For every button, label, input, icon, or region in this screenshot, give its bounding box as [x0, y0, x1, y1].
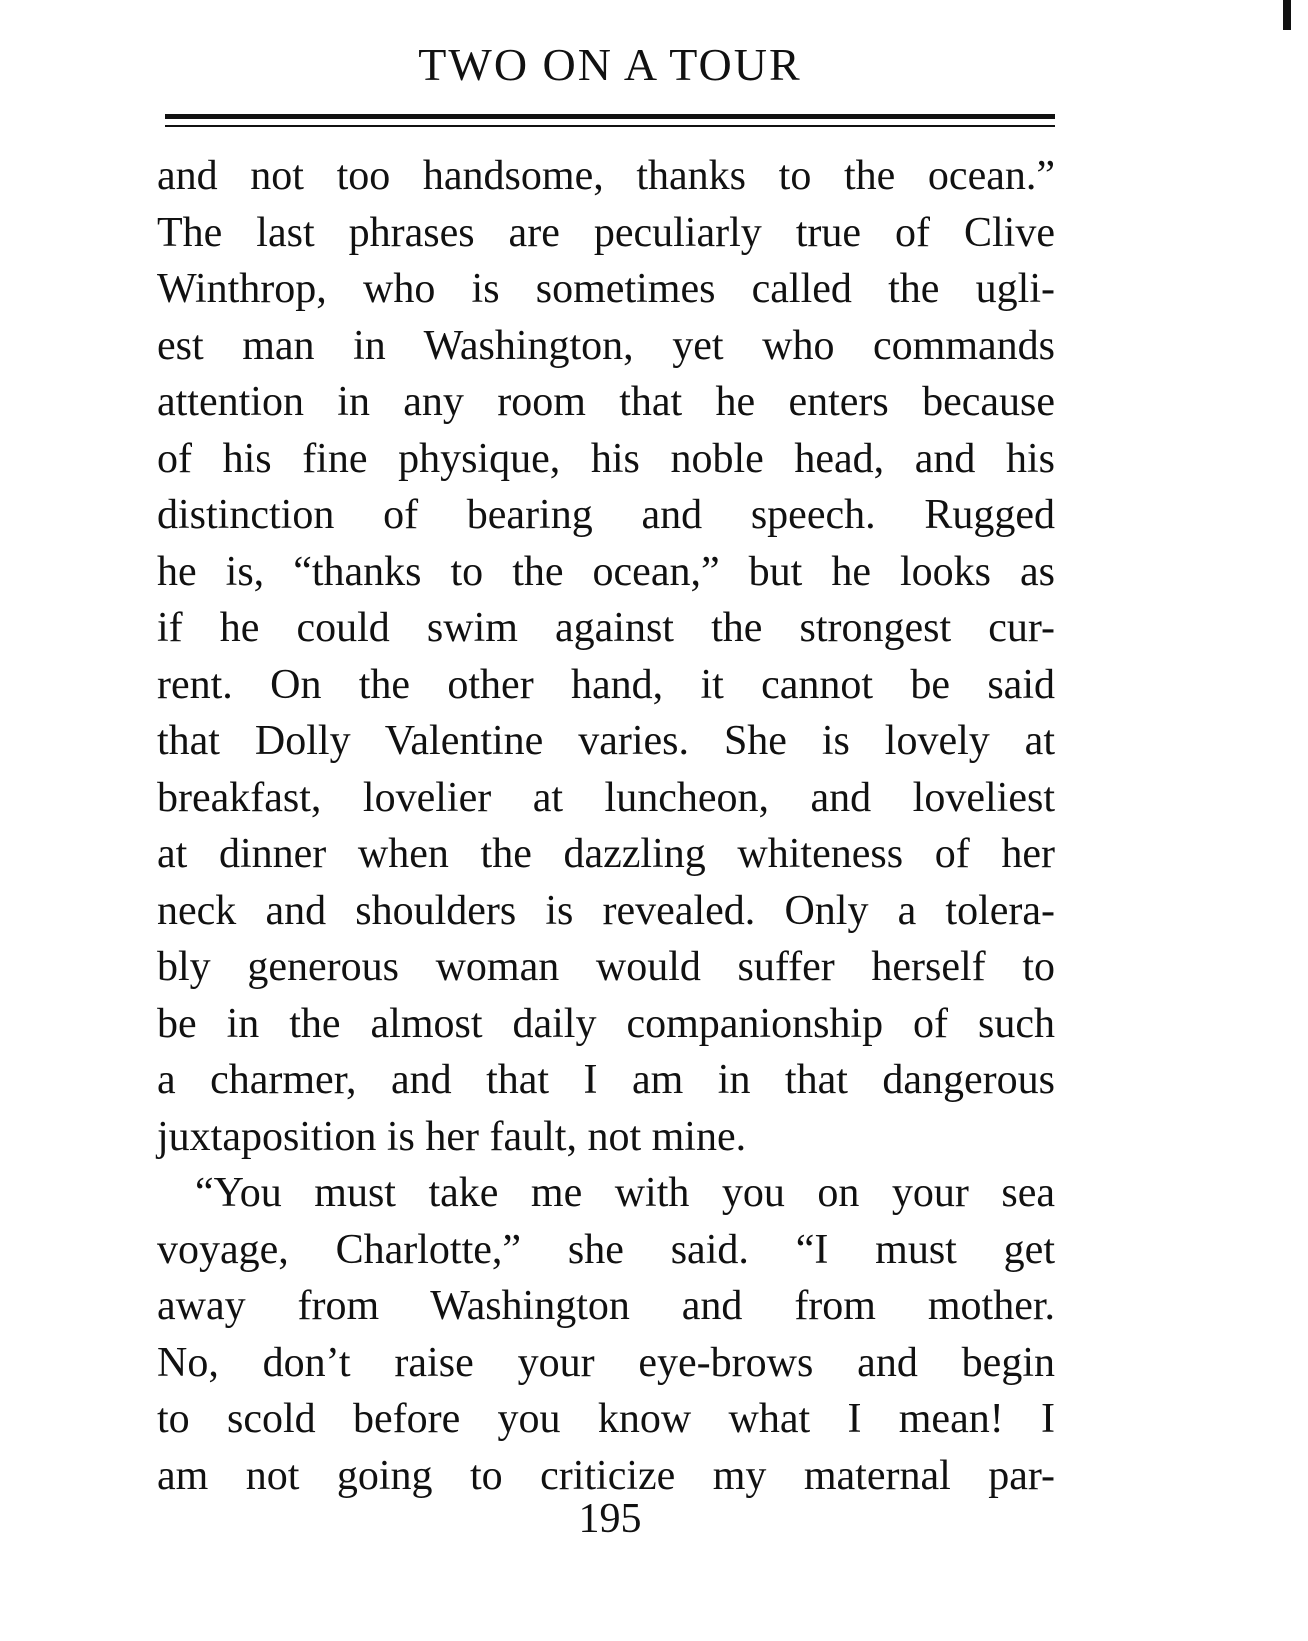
text-line: away from Washington and from mother. — [157, 1283, 1055, 1329]
header-rule-thin — [165, 125, 1055, 127]
page-number: 195 — [578, 1496, 642, 1542]
text-line: rent. On the other hand, it cannot be said — [157, 661, 1055, 708]
text-line: be in the almost daily companionship of such — [157, 1000, 1055, 1047]
text-line: est man in Washington, yet who commands — [157, 322, 1055, 369]
text-line: and not too handsome, thanks to the ocean.” — [157, 153, 1055, 199]
running-head: TWO ON A TOUR — [418, 39, 802, 90]
text-line: of his fine physique, his noble head, and his — [157, 435, 1055, 482]
header-rule-thick — [165, 114, 1055, 119]
text-line: if he could swim against the strongest cur- — [157, 605, 1055, 651]
text-line: Winthrop, who is sometimes called the ugli- — [157, 266, 1055, 312]
text-line-paragraph-start: “You must take me with you on your sea — [195, 1170, 1055, 1216]
text-line: that Dolly Valentine varies. She is lovely at — [157, 718, 1055, 764]
text-line: breakfast, lovelier at luncheon, and loveliest — [157, 774, 1055, 821]
text-line: to scold before you know what I mean! I — [157, 1396, 1055, 1442]
text-line: No, don’t raise your eye-brows and begin — [157, 1339, 1055, 1386]
text-line: voyage, Charlotte,” she said. “I must get — [157, 1226, 1055, 1273]
text-line: The last phrases are peculiarly true of Clive — [157, 209, 1055, 256]
text-line: distinction of bearing and speech. Rugged — [157, 492, 1055, 538]
text-line-paragraph-end: juxtaposition is her fault, not mine. — [157, 1113, 747, 1160]
text-line: he is, “thanks to the ocean,” but he looks as — [157, 548, 1055, 595]
scan-edge-mark — [1283, 0, 1291, 30]
text-line: at dinner when the dazzling whiteness of her — [157, 831, 1055, 877]
text-line: a charmer, and that I am in that dangerous — [157, 1057, 1055, 1103]
text-line: neck and shoulders is revealed. Only a tolera- — [157, 887, 1055, 934]
text-line: bly generous woman would suffer herself to — [157, 944, 1055, 990]
body-text — [157, 148, 1055, 1504]
text-line: attention in any room that he enters because — [157, 379, 1055, 425]
text-line: am not going to criticize my maternal par- — [157, 1452, 1055, 1499]
